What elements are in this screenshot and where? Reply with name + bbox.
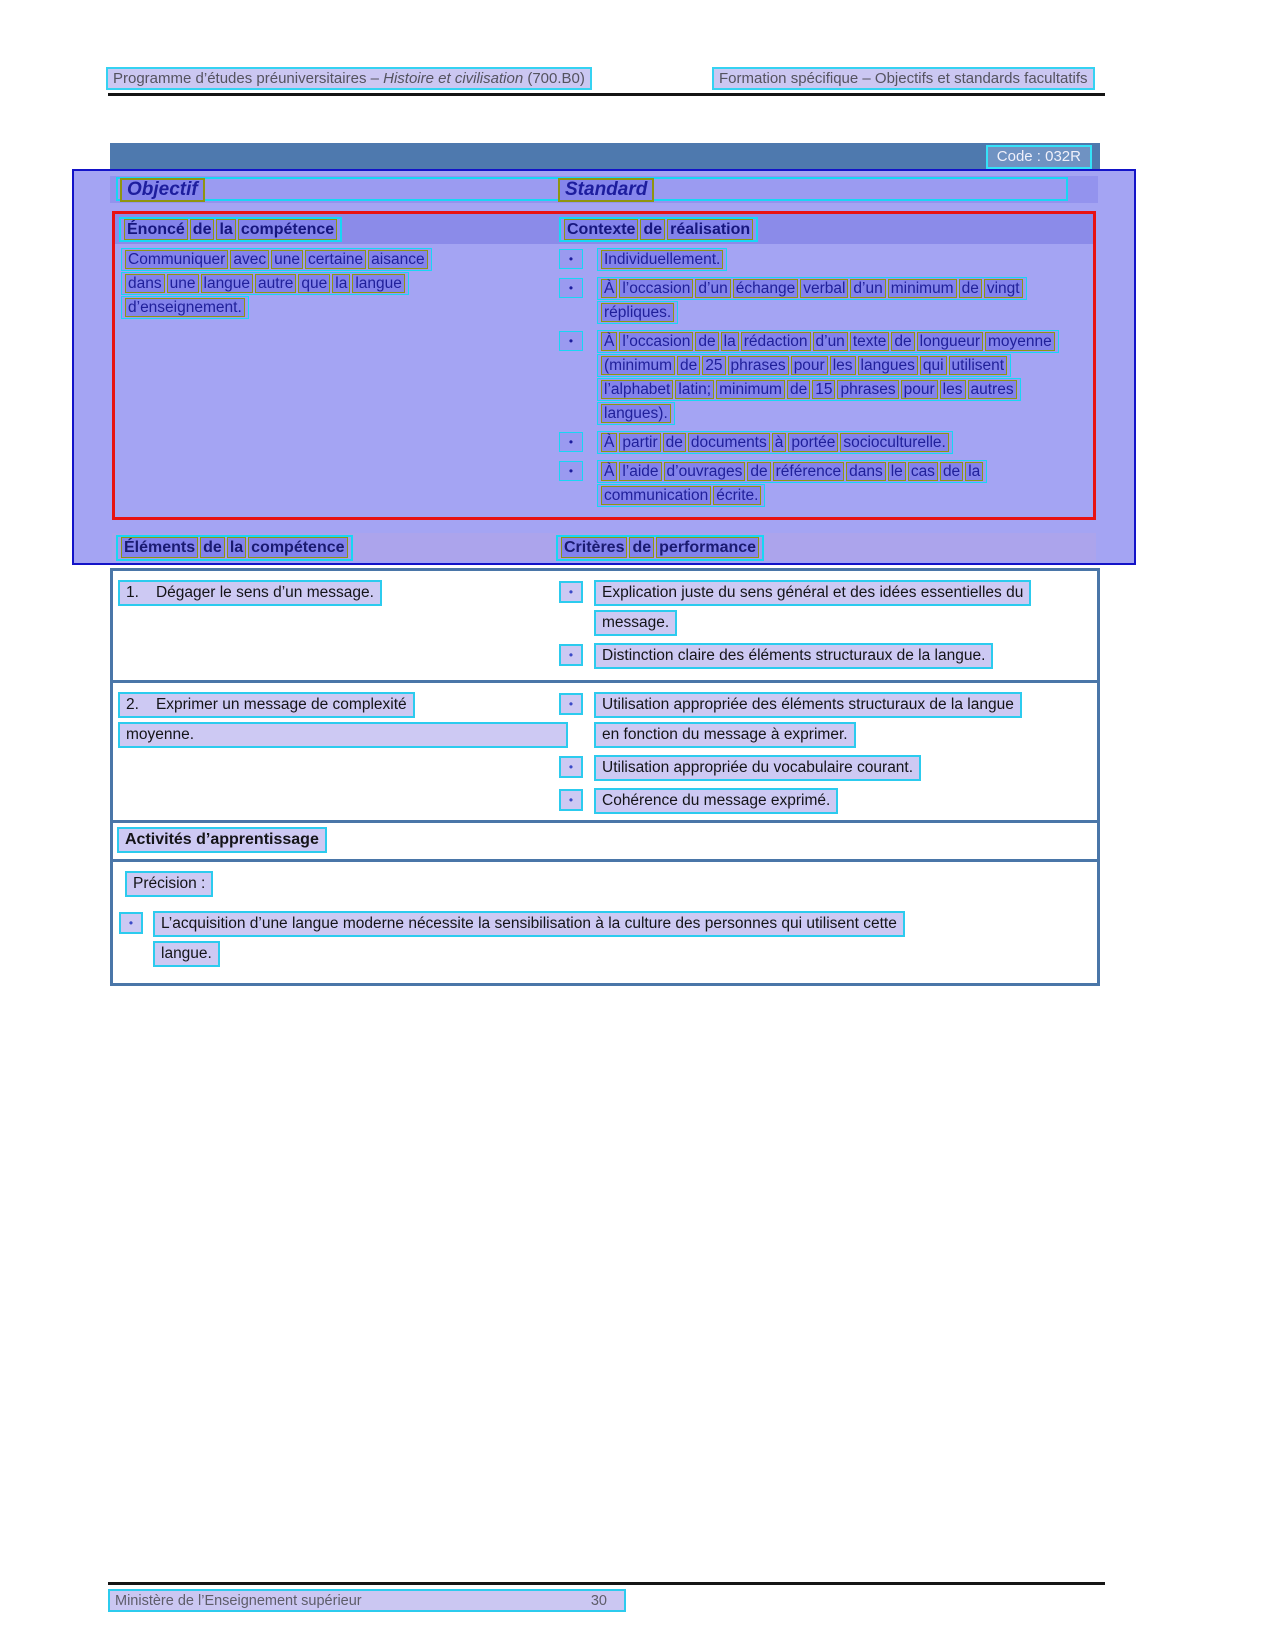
word-box: de [891,332,914,351]
word-box: moyenne [985,332,1055,351]
word-box: langue [201,274,254,293]
context-bullet-line [597,378,1021,401]
word-box: de [200,537,225,558]
word-box: qui [920,356,947,375]
word-box: la [332,274,350,293]
word-box: les [830,356,856,375]
word-box: l’occasion [619,279,693,298]
word-box: phrases [837,380,898,399]
word-box: le [888,462,906,481]
word-box: réalisation [667,219,753,240]
word-box: Éléments [121,537,198,558]
context-bullet-line [597,354,1011,377]
word-box: l’alphabet [601,380,673,399]
word-box: vingt [984,279,1023,298]
word-box: dans [125,274,165,293]
context-bullet-line [597,301,678,324]
word-box: Critères [561,537,627,558]
word-box: partir [619,433,660,452]
word-box: que [298,274,330,293]
word-box: de [747,462,770,481]
element-cell [116,580,559,669]
word-box: verbal [800,279,848,298]
word-box: langue [352,274,405,293]
competence-table-body [115,244,1093,517]
context-bullet [559,431,1089,455]
context-bullet-line [597,484,765,507]
word-box: l’aide [619,462,661,481]
word-box: avec [230,250,269,269]
word-box: À [601,462,617,481]
footer-page-number: 30 [590,1592,607,1609]
bullet-dot-icon: • [559,581,583,603]
annotation-overlay [72,169,1136,565]
word-box: de [940,462,963,481]
word-box: portée [788,433,838,452]
word-box: longueur [917,332,983,351]
word-box: de [629,537,654,558]
word-box: la [216,219,235,240]
objectif-standard-row [110,176,1098,203]
word-box: les [940,380,966,399]
word-box: écrite. [713,486,761,505]
word-box: d’un [850,279,885,298]
standard-column-title: Standard [558,178,654,202]
objectif-standard-strip [116,177,1068,201]
context-bullet [559,248,1089,272]
bullet-dot-icon: • [559,432,583,452]
word-box: autre [255,274,296,293]
elements-criteres-header-row [112,533,1096,561]
header-program-title-italic: Histoire et civilisation [383,70,524,87]
bullet-dot-icon: • [559,693,583,715]
word-box: d’enseignement. [125,298,245,317]
enonce-cell [119,248,559,508]
word-box: la [721,332,739,351]
word-box: performance [656,537,759,558]
element-line [118,692,415,718]
context-bullet-line [597,402,675,425]
word-box: texte [850,332,890,351]
context-bullet-line [597,277,1027,300]
context-bullet-line [597,431,953,454]
word-box: pour [791,356,828,375]
enonce-line [121,248,432,271]
header-left-text [106,67,592,90]
word-box: latin; [675,380,714,399]
code-header-bar [110,143,1100,170]
word-box: minimum [716,380,785,399]
criteria-line: Cohérence du message exprimé. [594,788,838,814]
word-box: langues [858,356,918,375]
word-box: À [601,433,617,452]
elements-header [116,535,353,561]
word-box: de [190,219,215,240]
word-box: de [677,356,700,375]
criteria-bullet [559,788,1094,814]
criteres-header [556,535,764,561]
word-box: À [601,332,617,351]
word-box: une [167,274,199,293]
word-box: de [640,219,665,240]
word-box: Énoncé [124,219,188,240]
word-box: Individuellement. [601,250,723,269]
bullet-dot-icon: • [559,278,583,298]
element-number: 2. [126,696,139,713]
word-box: Communiquer [125,250,228,269]
word-box: minimum [888,279,957,298]
word-box: phrases [728,356,789,375]
footer-rule [108,1582,1105,1585]
word-box: rédaction [741,332,811,351]
word-box: de [959,279,982,298]
word-box: d’un [813,332,848,351]
element-line: moyenne. [118,722,568,748]
bullet-dot-icon: • [559,331,583,351]
header-program-code: (700.B0) [523,70,585,87]
criteria-bullet [559,755,1094,781]
word-box: référence [773,462,844,481]
bullet-dot-icon: • [559,644,583,666]
enonce-header [119,217,342,242]
word-box: cas [908,462,938,481]
criteria-line: Utilisation appropriée du vocabulaire courant. [594,755,921,781]
header-rule [108,93,1105,96]
word-box: compétence [248,537,347,558]
activites-section [110,820,1100,986]
bullet-dot-icon: • [119,912,143,934]
word-box: une [271,250,303,269]
contexte-header [559,217,758,242]
word-box: aisance [368,250,427,269]
criteria-cell [559,580,1094,669]
context-bullet-line [597,248,727,271]
activite-line: langue. [153,941,220,967]
word-box: certaine [305,250,366,269]
word-box: (minimum [601,356,675,375]
header-right-text: Formation spécifique – Objectifs et standards facultatifs [712,67,1095,90]
enonce-line [121,296,249,319]
competence-table-header [115,214,1093,244]
criteria-line: message. [594,610,677,636]
criteria-line: Utilisation appropriée des éléments structuraux de la langue [594,692,1022,718]
word-box: la [965,462,983,481]
footer-ministry: Ministère de l’Enseignement supérieur [115,1592,362,1609]
element-number: 1. [126,584,139,601]
activite-bullet [117,911,1093,967]
element-text: Exprimer un message de complexité [155,696,407,713]
word-box: pour [901,380,938,399]
criteria-bullet [559,692,1094,748]
bullet-dot-icon: • [559,461,583,481]
context-bullet-line [597,330,1059,353]
word-box: à [772,433,787,452]
enonce-line [121,272,409,295]
word-box: de [787,380,810,399]
word-box: de [663,433,686,452]
bullet-dot-icon: • [559,756,583,778]
footer [108,1589,626,1612]
objectif-column-title: Objectif [120,178,205,202]
word-box: la [227,537,246,558]
element-text: Dégager le sens d’un message. [155,584,374,601]
elements-criteres-table [110,568,1100,861]
word-box: 15 [812,380,835,399]
context-bullet [559,277,1089,325]
element-line [118,580,382,606]
activites-body [113,862,1097,983]
bullet-dot-icon: • [559,249,583,269]
criteria-line: en fonction du message à exprimer. [594,722,856,748]
word-box: socioculturelle. [840,433,949,452]
table-row [113,571,1097,680]
word-box: 25 [702,356,725,375]
word-box: utilisent [949,356,1008,375]
word-box: langues). [601,404,671,423]
word-box: l’occasion [619,332,693,351]
precision-label: Précision : [125,871,213,897]
word-box: documents [688,433,770,452]
context-bullet [559,330,1089,426]
contexte-cell [559,248,1089,508]
word-box: de [695,332,718,351]
activite-line: L’acquisition d’une langue moderne nécessite la sensibilisation à la culture des personnes qui utilisent cette [153,911,905,937]
word-box: répliques. [601,303,674,322]
word-box: dans [846,462,886,481]
activites-title-row [113,823,1097,862]
word-box: échange [733,279,798,298]
criteria-line: Explication juste du sens général et des idées essentielles du [594,580,1031,606]
criteria-bullet [559,580,1094,636]
competence-table [112,211,1096,520]
activites-title: Activités d’apprentissage [117,827,327,853]
criteria-line: Distinction claire des éléments structuraux de la langue. [594,643,993,669]
word-box: À [601,279,617,298]
word-box: autres [968,380,1017,399]
word-box: d’un [695,279,730,298]
header-program-text: Programme d’études préuniversitaires – [113,70,384,87]
word-box: Contexte [564,219,638,240]
bullet-dot-icon: • [559,789,583,811]
word-box: compétence [238,219,337,240]
context-bullet-line [597,460,987,483]
word-box: communication [601,486,711,505]
context-bullet [559,460,1089,508]
criteria-bullet [559,643,1094,669]
word-box: d’ouvrages [664,462,746,481]
code-badge: Code : 032R [986,145,1092,169]
